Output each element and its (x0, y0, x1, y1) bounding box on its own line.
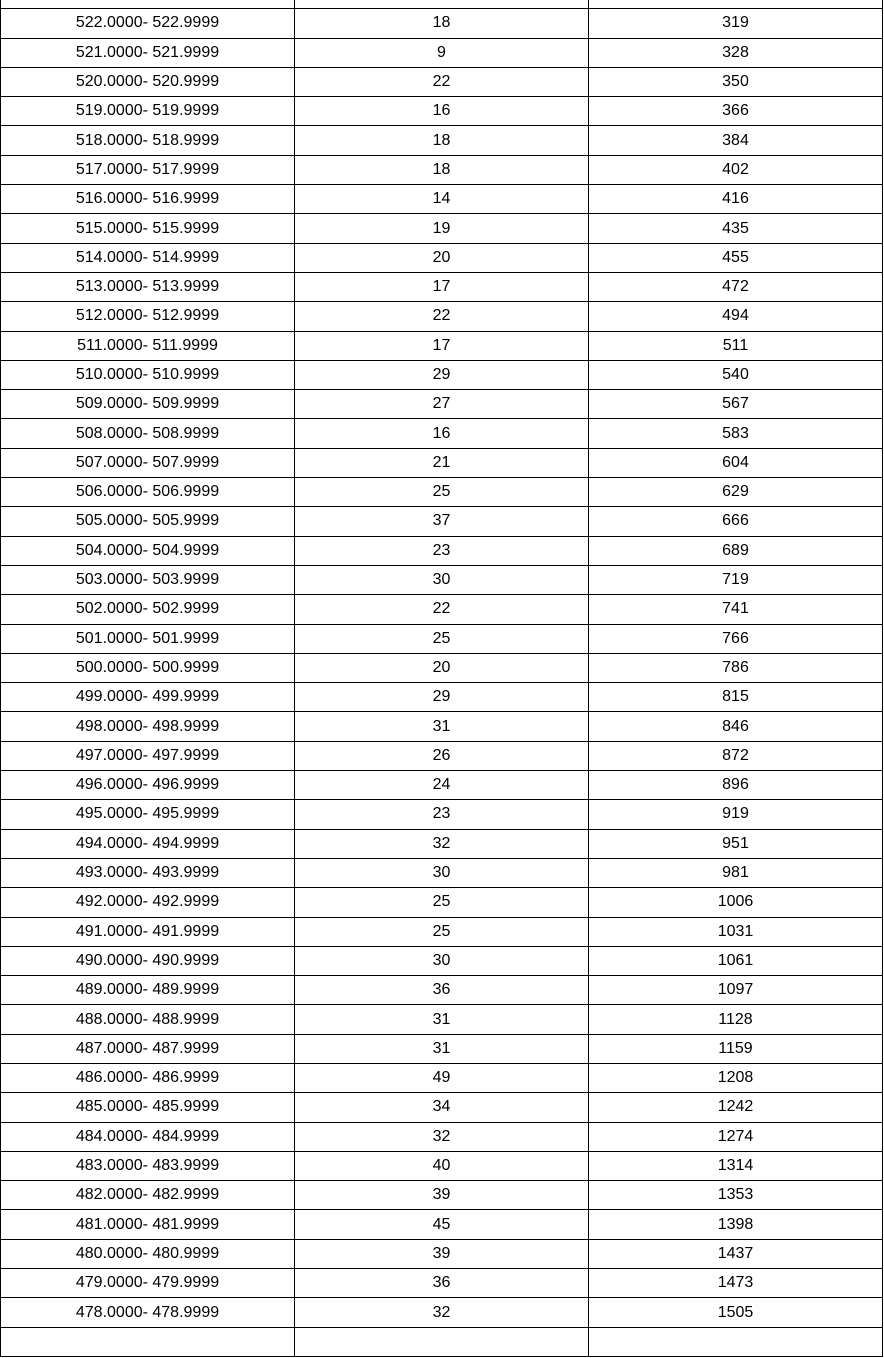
table-row (1, 1122, 883, 1151)
cumulative-count-cell: 1159 (589, 1034, 883, 1063)
count-cell: 20 (295, 243, 589, 272)
count-cell: 39 (295, 1181, 589, 1210)
table-row (1, 1210, 883, 1239)
table-row (1, 653, 883, 682)
cumulative-count-cell: 567 (589, 390, 883, 419)
count-cell: 26 (295, 741, 589, 770)
cumulative-count-cell: 583 (589, 419, 883, 448)
cumulative-count-cell: 1031 (589, 917, 883, 946)
table-row (1, 712, 883, 741)
count-cell: 19 (295, 214, 589, 243)
cumulative-count-cell: 511 (589, 331, 883, 360)
table-row (1, 741, 883, 770)
count-cell: 29 (295, 683, 589, 712)
count-cell: 37 (295, 507, 589, 536)
score-range-cell: 511.0000- 511.9999 (1, 331, 295, 360)
count-cell: 34 (295, 1093, 589, 1122)
cumulative-count-cell (589, 1327, 883, 1356)
count-cell: 9 (295, 38, 589, 67)
cumulative-count-cell: 1437 (589, 1239, 883, 1268)
cumulative-count-cell: 629 (589, 478, 883, 507)
cumulative-count-cell: 350 (589, 67, 883, 96)
score-range-cell: 481.0000- 481.9999 (1, 1210, 295, 1239)
cumulative-count-cell: 1208 (589, 1063, 883, 1092)
table-row (1, 888, 883, 917)
count-cell: 49 (295, 1063, 589, 1092)
score-range-cell: 479.0000- 479.9999 (1, 1269, 295, 1298)
cumulative-count-cell: 1353 (589, 1181, 883, 1210)
count-cell: 30 (295, 565, 589, 594)
table-row (1, 1269, 883, 1298)
count-cell: 32 (295, 1298, 589, 1327)
score-range-cell: 500.0000- 500.9999 (1, 653, 295, 682)
count-cell: 31 (295, 712, 589, 741)
score-range-cell: 492.0000- 492.9999 (1, 888, 295, 917)
count-cell: 20 (295, 653, 589, 682)
score-range-cell: 503.0000- 503.9999 (1, 565, 295, 594)
table-row (1, 771, 883, 800)
count-cell: 29 (295, 360, 589, 389)
score-range-cell: 494.0000- 494.9999 (1, 829, 295, 858)
count-cell: 17 (295, 272, 589, 301)
score-range-cell: 487.0000- 487.9999 (1, 1034, 295, 1063)
table-row (1, 917, 883, 946)
cumulative-count-cell: 919 (589, 800, 883, 829)
table-row (1, 946, 883, 975)
score-range-cell: 520.0000- 520.9999 (1, 67, 295, 96)
count-cell: 39 (295, 1239, 589, 1268)
table-row (1, 419, 883, 448)
score-range-cell: 495.0000- 495.9999 (1, 800, 295, 829)
score-range-cell: 516.0000- 516.9999 (1, 185, 295, 214)
count-cell: 27 (295, 390, 589, 419)
cumulative-count-cell: 846 (589, 712, 883, 741)
cumulative-count-cell: 402 (589, 155, 883, 184)
cumulative-count-cell (589, 0, 883, 9)
table-row (1, 1327, 883, 1356)
cumulative-count-cell: 1097 (589, 976, 883, 1005)
cumulative-count-cell: 1061 (589, 946, 883, 975)
cumulative-count-cell: 786 (589, 653, 883, 682)
table-row (1, 1034, 883, 1063)
cumulative-count-cell: 1505 (589, 1298, 883, 1327)
count-cell: 25 (295, 624, 589, 653)
table-row (1, 448, 883, 477)
cumulative-count-cell: 494 (589, 302, 883, 331)
cumulative-count-cell: 435 (589, 214, 883, 243)
table-body (1, 0, 883, 1356)
count-cell: 16 (295, 97, 589, 126)
table-row (1, 155, 883, 184)
score-range-cell: 486.0000- 486.9999 (1, 1063, 295, 1092)
score-range-cell: 498.0000- 498.9999 (1, 712, 295, 741)
count-cell: 18 (295, 155, 589, 184)
score-range-cell (1, 1327, 295, 1356)
cumulative-count-cell: 1128 (589, 1005, 883, 1034)
score-range-cell: 512.0000- 512.9999 (1, 302, 295, 331)
count-cell: 14 (295, 185, 589, 214)
count-cell: 16 (295, 419, 589, 448)
table-row (1, 507, 883, 536)
table-row (1, 595, 883, 624)
table-row (1, 67, 883, 96)
cumulative-count-cell: 328 (589, 38, 883, 67)
count-cell: 30 (295, 858, 589, 887)
table-row (1, 624, 883, 653)
score-range-cell: 490.0000- 490.9999 (1, 946, 295, 975)
score-range-cell: 491.0000- 491.9999 (1, 917, 295, 946)
cumulative-count-cell: 604 (589, 448, 883, 477)
cumulative-count-cell: 666 (589, 507, 883, 536)
score-range-cell: 505.0000- 505.9999 (1, 507, 295, 536)
table-row (1, 243, 883, 272)
score-range-cell: 518.0000- 518.9999 (1, 126, 295, 155)
count-cell: 32 (295, 1122, 589, 1151)
score-range-cell: 510.0000- 510.9999 (1, 360, 295, 389)
score-range-cell: 504.0000- 504.9999 (1, 536, 295, 565)
score-range-cell: 484.0000- 484.9999 (1, 1122, 295, 1151)
cumulative-count-cell: 319 (589, 9, 883, 38)
cumulative-count-cell: 741 (589, 595, 883, 624)
count-cell: 23 (295, 800, 589, 829)
count-cell: 25 (295, 888, 589, 917)
count-cell: 31 (295, 1034, 589, 1063)
score-range-cell: 514.0000- 514.9999 (1, 243, 295, 272)
count-cell: 40 (295, 1151, 589, 1180)
score-range-cell: 521.0000- 521.9999 (1, 38, 295, 67)
table-row (1, 214, 883, 243)
score-range-cell: 483.0000- 483.9999 (1, 1151, 295, 1180)
score-range-cell: 488.0000- 488.9999 (1, 1005, 295, 1034)
table-row (1, 9, 883, 38)
score-range-cell: 519.0000- 519.9999 (1, 97, 295, 126)
count-cell: 32 (295, 829, 589, 858)
cumulative-count-cell: 384 (589, 126, 883, 155)
count-cell: 17 (295, 331, 589, 360)
count-cell: 22 (295, 595, 589, 624)
count-cell: 21 (295, 448, 589, 477)
cumulative-count-cell: 540 (589, 360, 883, 389)
table-row (1, 1093, 883, 1122)
count-cell: 25 (295, 917, 589, 946)
table-row (1, 478, 883, 507)
count-cell (295, 1327, 589, 1356)
table-row (1, 1181, 883, 1210)
score-range-cell: 480.0000- 480.9999 (1, 1239, 295, 1268)
cumulative-count-cell: 981 (589, 858, 883, 887)
score-range-cell: 497.0000- 497.9999 (1, 741, 295, 770)
cumulative-count-cell: 455 (589, 243, 883, 272)
table-row (1, 800, 883, 829)
count-cell: 23 (295, 536, 589, 565)
table-row (1, 1005, 883, 1034)
table-row (1, 126, 883, 155)
score-range-cell: 506.0000- 506.9999 (1, 478, 295, 507)
cumulative-count-cell: 416 (589, 185, 883, 214)
cumulative-count-cell: 1398 (589, 1210, 883, 1239)
count-cell: 31 (295, 1005, 589, 1034)
score-range-cell: 485.0000- 485.9999 (1, 1093, 295, 1122)
table-row (1, 331, 883, 360)
count-cell: 30 (295, 946, 589, 975)
count-cell: 24 (295, 771, 589, 800)
score-range-cell: 493.0000- 493.9999 (1, 858, 295, 887)
table-row (1, 976, 883, 1005)
table-row (1, 185, 883, 214)
score-range-cell: 509.0000- 509.9999 (1, 390, 295, 419)
cumulative-count-cell: 1274 (589, 1122, 883, 1151)
score-range-cell: 499.0000- 499.9999 (1, 683, 295, 712)
table-row (1, 97, 883, 126)
cumulative-count-cell: 366 (589, 97, 883, 126)
count-cell: 45 (295, 1210, 589, 1239)
table-row (1, 1298, 883, 1327)
table-row (1, 1063, 883, 1092)
count-cell: 22 (295, 302, 589, 331)
score-range-cell: 522.0000- 522.9999 (1, 9, 295, 38)
table-row (1, 38, 883, 67)
table-row (1, 565, 883, 594)
score-range-cell: 496.0000- 496.9999 (1, 771, 295, 800)
count-cell: 25 (295, 478, 589, 507)
table-row (1, 683, 883, 712)
table-row (1, 302, 883, 331)
count-cell: 36 (295, 1269, 589, 1298)
table-row (1, 858, 883, 887)
cumulative-count-cell: 766 (589, 624, 883, 653)
cumulative-count-cell: 872 (589, 741, 883, 770)
score-range-cell: 501.0000- 501.9999 (1, 624, 295, 653)
score-range-cell: 489.0000- 489.9999 (1, 976, 295, 1005)
table-row (1, 360, 883, 389)
count-cell: 22 (295, 67, 589, 96)
table-row (1, 536, 883, 565)
count-cell (295, 0, 589, 9)
score-range-cell: 515.0000- 515.9999 (1, 214, 295, 243)
table-row (1, 1151, 883, 1180)
cumulative-count-cell: 815 (589, 683, 883, 712)
count-cell: 18 (295, 9, 589, 38)
table-row (1, 1239, 883, 1268)
score-range-cell: 517.0000- 517.9999 (1, 155, 295, 184)
cumulative-count-cell: 689 (589, 536, 883, 565)
cumulative-count-cell: 719 (589, 565, 883, 594)
score-range-cell: 507.0000- 507.9999 (1, 448, 295, 477)
cumulative-count-cell: 472 (589, 272, 883, 301)
cumulative-count-cell: 1006 (589, 888, 883, 917)
score-range-cell: 508.0000- 508.9999 (1, 419, 295, 448)
table-row (1, 272, 883, 301)
count-cell: 36 (295, 976, 589, 1005)
cumulative-count-cell: 1242 (589, 1093, 883, 1122)
score-range-cell: 502.0000- 502.9999 (1, 595, 295, 624)
score-range-cell: 482.0000- 482.9999 (1, 1181, 295, 1210)
cumulative-count-cell: 1473 (589, 1269, 883, 1298)
count-cell: 18 (295, 126, 589, 155)
cumulative-count-cell: 1314 (589, 1151, 883, 1180)
score-range-cell: 513.0000- 513.9999 (1, 272, 295, 301)
score-range-cell (1, 0, 295, 9)
score-range-cell: 478.0000- 478.9999 (1, 1298, 295, 1327)
table-row (1, 390, 883, 419)
table-row (1, 0, 883, 9)
cumulative-count-cell: 896 (589, 771, 883, 800)
table-row (1, 829, 883, 858)
cumulative-count-cell: 951 (589, 829, 883, 858)
